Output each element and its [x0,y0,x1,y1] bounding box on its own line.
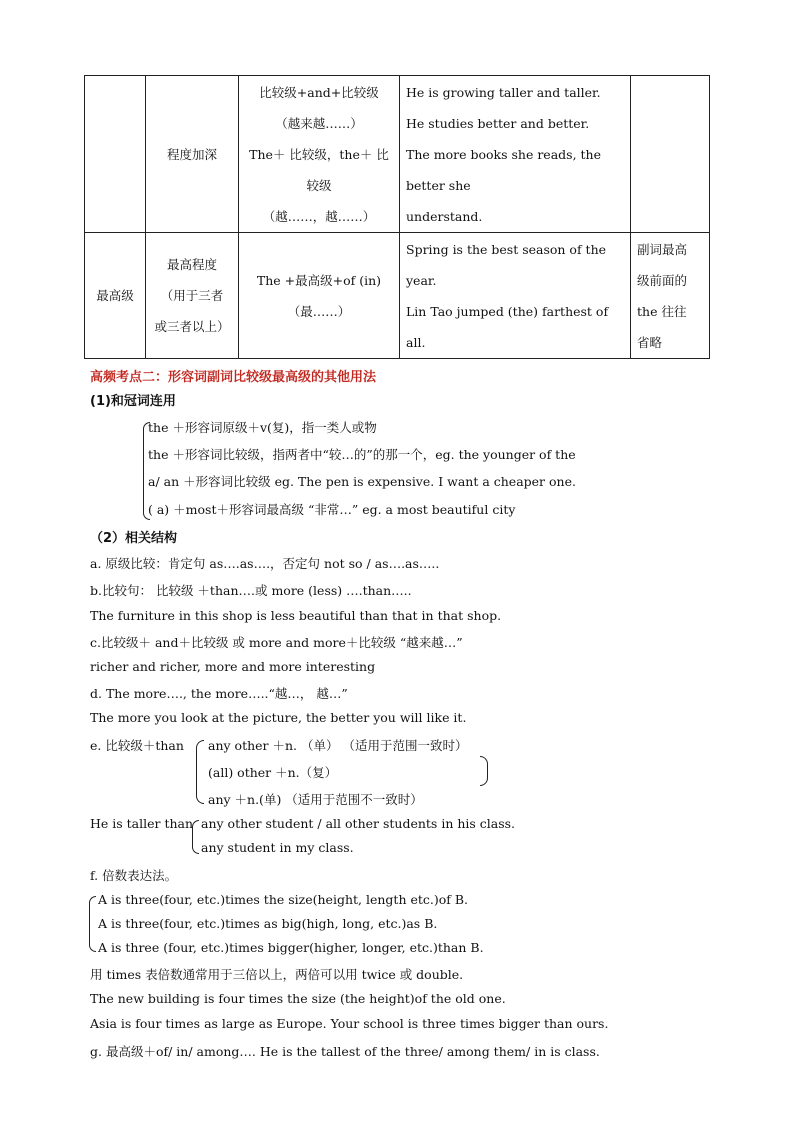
example-line: The more books she reads, the better she [406,146,601,193]
example-f: Asia is four times as large as Europe. Your school is three times bigger than ours. [90,1016,609,1031]
example-line: understand. [406,208,483,224]
table-cell-examples [400,233,631,359]
note-line: the 往往 [637,303,687,319]
usage-line: 或三者以上） [154,319,230,334]
table-cell-structure [239,76,400,233]
structure-line: The +最高级+of (in) [256,272,382,288]
left-brace [192,820,199,854]
note-line: 级前面的 [637,272,688,288]
rule-d: d. The more…., the more…..“越…， 越…” [90,686,348,701]
structure-line: The＋ 比较级，the＋ 比 [249,146,389,162]
structure-line: （越……，越……） [262,208,376,224]
example-e-line: any student in my class. [201,840,354,855]
example-c: richer and richer, more and more interesting [90,659,376,674]
table-row [85,233,710,359]
rule-f-line: A is three(four, etc.)times as big(high, long, etc.)as B. [98,916,438,931]
rule-c: c.比较级＋ and＋比较级 或 more and more＋比较级 “越来越…” [90,635,463,650]
rule-f-line: A is three(four, etc.)times the size(height, length etc.)of B. [98,892,469,907]
part1-line: ( a) ＋most＋形容词最高级 “非常…” eg. a most beautiful city [148,502,516,517]
example-b: The furniture in this shop is less beautiful than that in that shop. [90,608,502,623]
table-cell-note [631,76,710,233]
part1-line: the ＋形容词比较级，指两者中“较…的”的那一个，eg. the younger of the [148,447,576,462]
left-brace [196,740,204,804]
rule-f-line: A is three (four, etc.)times bigger(higher, longer, etc.)than B. [98,940,484,955]
structure-line: 比较级+and+比较级 [259,84,379,100]
structure-line: （最……） [287,303,351,319]
usage-line: （用于三者 [160,288,224,303]
note-line: 副词最高 [637,241,688,257]
rule-e-label: e. 比较级＋than [90,738,184,753]
note-line: 省略 [637,334,663,350]
part1-line: a/ an ＋形容词比较级 eg. The pen is expensive. I want a cheaper one. [148,474,576,489]
rule-g: g. 最高级＋of/ in/ among…. He is the tallest of the three/ among them/ in is class. [90,1044,600,1059]
example-d: The more you look at the picture, the better you will like it. [90,710,467,725]
part2-title: （2）相关结构 [90,531,178,546]
table-cell-usage [146,233,239,359]
right-brace [480,756,488,786]
table-cell-usage: 程度加深 [146,76,239,233]
example-e-line: any other student / all other students in his class. [201,816,516,831]
table-cell-note [631,233,710,359]
part1-title: (1)和冠词连用 [90,394,176,409]
table-cell-examples [400,76,631,233]
grammar-table [84,75,710,359]
rule-a: a. 原级比较：肯定句 as….as….，否定句 not so / as….as….. [90,556,440,571]
table-cell-structure [239,233,400,359]
left-brace [89,896,96,952]
rule-f-note: 用 times 表倍数通常用于三倍以上，两倍可以用 twice 或 double. [90,967,464,982]
structure-line: 较级 [306,177,332,193]
example-line: He is growing taller and taller. [406,84,601,100]
example-line: He studies better and better. [406,115,590,131]
part1-line: the ＋形容词原级＋v(复)，指一类人或物 [148,420,377,435]
example-e-lead: He is taller than [90,816,194,831]
rule-e-line: any other ＋n. （单） （适用于范围一致时） [208,738,468,753]
example-f: The new building is four times the size (the height)of the old one. [90,991,506,1006]
example-line: Spring is the best season of the year. [406,241,607,288]
rule-e-line: (all) other ＋n.（复） [208,765,338,780]
rule-f: f. 倍数表达法。 [90,868,178,883]
section-heading: 高频考点二：形容词副词比较级最高级的其他用法 [90,370,377,385]
example-line: Lin Tao jumped (the) farthest of all. [406,303,609,350]
table-row [85,76,710,233]
table-cell-category [85,76,146,233]
structure-line: （越来越……） [275,115,363,131]
usage-line: 最高程度 [166,257,217,272]
table-cell-category: 最高级 [85,233,146,359]
rule-e-line: any ＋n.(单) （适用于范围不一致时） [208,792,423,807]
rule-b: b.比较句： 比较级 ＋than….或 more (less) ….than….. [90,583,412,598]
